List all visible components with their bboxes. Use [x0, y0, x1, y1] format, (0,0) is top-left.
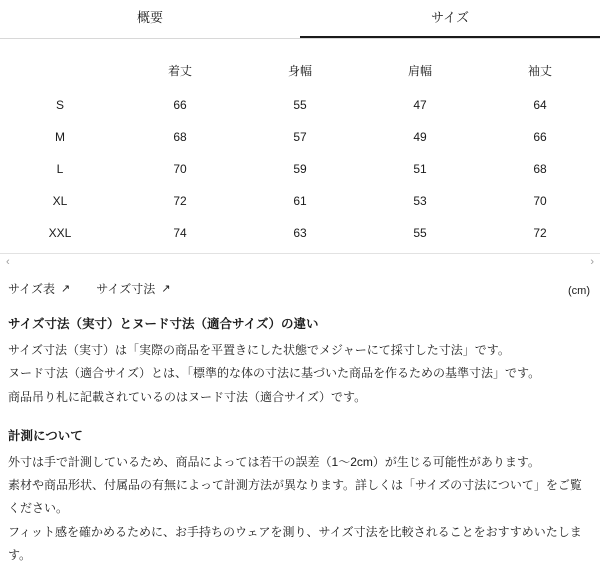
column-header-size: [0, 53, 120, 89]
row-label-l: L: [56, 162, 64, 176]
link-size-measurements[interactable]: [96, 280, 170, 297]
link-size-measurements-label: サイズ寸法: [96, 282, 156, 296]
section-paragraph: サイズ寸法（実寸）は「実際の商品を平置きにした状態でメジャーにて採寸した寸法」です。: [8, 342, 510, 357]
tab-size[interactable]: サイズ: [300, 0, 600, 38]
cell-s-shoulder: 47: [413, 98, 427, 112]
horizontal-scroll-hint[interactable]: [0, 253, 600, 270]
size-table: [0, 53, 600, 249]
cell-m-shoulder: 49: [413, 130, 427, 144]
cell-xl-chest: 61: [293, 194, 307, 208]
chevron-left-icon[interactable]: ‹: [6, 256, 10, 268]
cell-m-length: 68: [173, 130, 187, 144]
section-paragraph: 素材や商品形状、付属品の有無によって計測方法が異なります。詳しくは「サイズの寸法について」をご覧ください。: [8, 478, 582, 516]
section-paragraph: ヌード寸法（適合サイズ）とは、「標準的な体の寸法に基づいた商品を作るための基準寸法」です。: [8, 366, 541, 381]
cell-l-chest: 59: [293, 162, 307, 176]
cell-xxl-sleeve: 72: [533, 226, 547, 240]
column-header-sleeve: 袖丈: [527, 64, 552, 78]
cell-m-sleeve: 66: [533, 130, 547, 144]
tab-overview[interactable]: 概要: [0, 0, 300, 38]
table-row: [0, 121, 600, 153]
size-table-body: [0, 89, 600, 249]
cell-xxl-length: 74: [173, 226, 187, 240]
cell-m-chest: 57: [293, 130, 307, 144]
size-links-row: [0, 270, 600, 297]
cell-s-chest: 55: [293, 98, 307, 112]
cell-l-shoulder: 51: [413, 162, 427, 176]
cell-s-sleeve: 64: [533, 98, 547, 112]
section-paragraph: フィット感を確かめるために、お手持ちのウェアを測り、サイズ寸法を比較されることをおすすめいたします。: [8, 524, 582, 563]
link-size-chart-label: サイズ表: [8, 282, 56, 296]
row-label-s: S: [55, 98, 64, 112]
size-notes: [0, 297, 600, 568]
size-table-container: [0, 53, 600, 249]
section-heading-difference: サイズ寸法（実寸）とヌード寸法（適合サイズ）の違い: [8, 317, 319, 331]
unit-label: (cm): [568, 285, 590, 297]
link-size-chart[interactable]: [8, 280, 70, 297]
cell-xl-length: 72: [173, 194, 187, 208]
section-heading-measurement: 計測について: [8, 428, 83, 443]
cell-xl-sleeve: 70: [533, 194, 547, 208]
external-link-icon: ↗: [61, 283, 71, 295]
row-label-xxl: XXL: [48, 226, 72, 240]
row-label-xl: XL: [52, 194, 68, 208]
table-row: [0, 185, 600, 217]
column-header-chest: 身幅: [287, 64, 312, 78]
tab-bar: [0, 0, 600, 39]
cell-xxl-chest: 63: [293, 226, 307, 240]
cell-xxl-shoulder: 55: [413, 226, 427, 240]
table-header-row: [0, 53, 600, 89]
cell-l-length: 70: [173, 162, 187, 176]
row-label-m: M: [55, 130, 65, 144]
section-paragraph: 商品吊り札に記載されているのはヌード寸法（適合サイズ）です。: [8, 389, 367, 404]
section-paragraph: 外寸は手で計測しているため、商品によっては若干の誤差（1〜2cm）が生じる可能性があります。: [8, 454, 540, 469]
external-link-icon: ↗: [161, 283, 171, 295]
table-row: [0, 153, 600, 185]
column-header-shoulder: 肩幅: [407, 64, 432, 78]
table-row: [0, 217, 600, 249]
chevron-right-icon[interactable]: ›: [590, 256, 594, 268]
cell-l-sleeve: 68: [533, 162, 547, 176]
size-table-head: [0, 53, 600, 89]
section-spacer: [8, 409, 592, 425]
cell-xl-shoulder: 53: [413, 194, 427, 208]
cell-s-length: 66: [173, 98, 187, 112]
column-header-length: 着丈: [167, 64, 192, 78]
table-row: [0, 89, 600, 121]
